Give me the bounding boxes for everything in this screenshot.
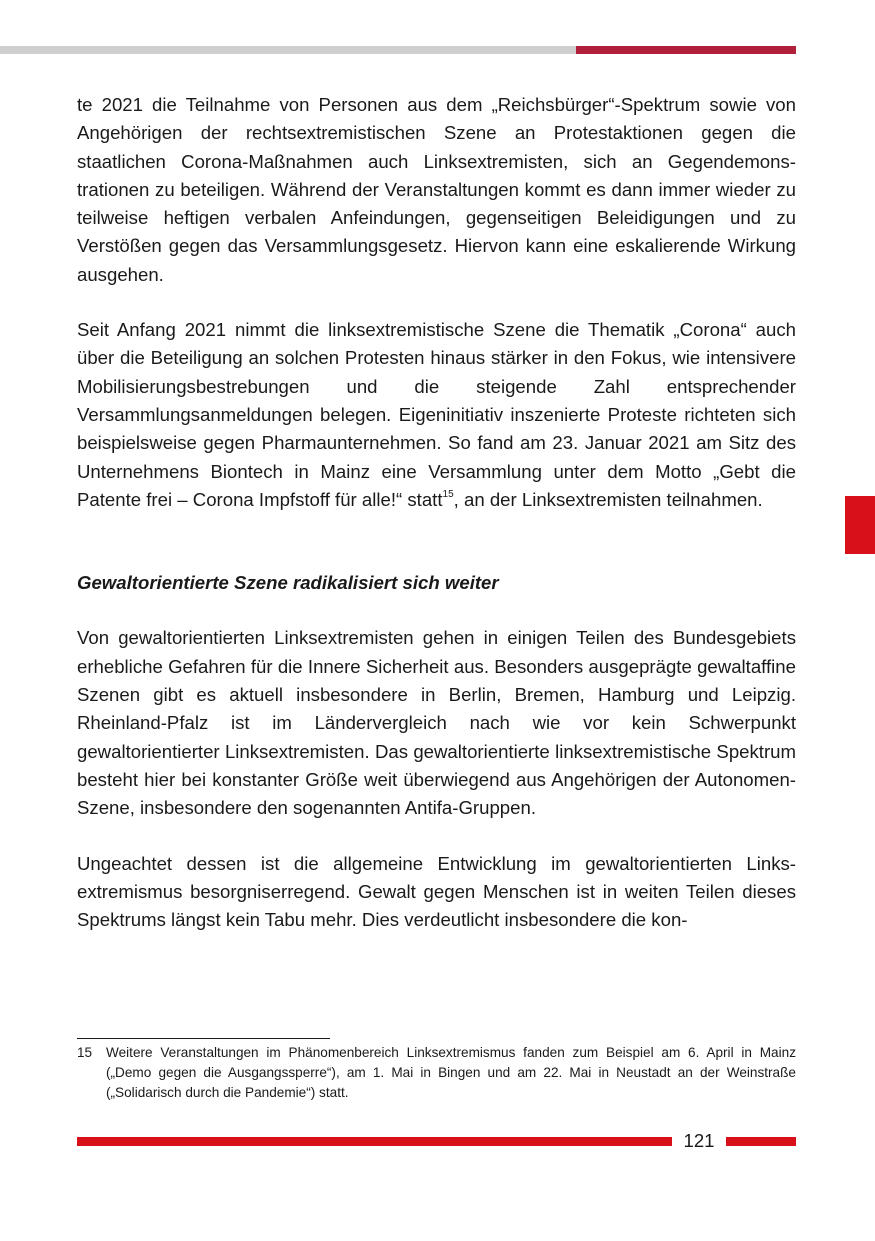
body-paragraph-4: Ungeachtet dessen ist die allgemeine Entwicklung im gewaltorientierten Linksextremismus besorgniserregend. Gewalt gegen Menschen ist in weiten Teilen dieses Spektrums längst kein Tabu mehr. Dies verdeutlicht insbesondere die kon- bbox=[77, 852, 796, 931]
section-heading: Gewaltorientierte Szene radikalisiert sich weiter bbox=[77, 572, 499, 594]
body-paragraph-2-text-b: , an der Linksextremisten teilnahmen. bbox=[453, 488, 763, 510]
footnote-separator bbox=[77, 1038, 330, 1039]
body-paragraph-2 bbox=[77, 316, 796, 514]
header-rule-gray bbox=[0, 46, 576, 54]
page-number: 121 bbox=[683, 1130, 715, 1151]
footnote bbox=[77, 1043, 796, 1103]
header-rule-red bbox=[576, 46, 796, 54]
body-paragraph-1: te 2021 die Teilnahme von Personen aus dem „Reichsbürger“-Spektrum sowie von Angehörigen der rechtsextremistischen Szene an Protestaktionen gegen die staatlichen Corona-Maßnahmen auch Linksextremisten, sich an Gegendemonstrationen zu beteiligen. Während der Veranstaltungen kommt es dann immer wieder zu teilweise heftigen verbalen Anfeindungen, gegenseitigen Beleidigungen und zu Verstößen gegen das Versammlungsgesetz. Hiervon kann eine eskalierende Wirkung ausgehen. bbox=[77, 94, 796, 285]
footer-rule-left bbox=[77, 1137, 672, 1146]
footer-rule-right bbox=[726, 1137, 796, 1146]
chapter-side-tab bbox=[845, 496, 875, 554]
footnote-reference[interactable]: 15 bbox=[442, 488, 454, 500]
page-body bbox=[77, 91, 796, 934]
footnote-text: Weitere Veranstaltungen im Phänomenbereich Linksextremismus fanden zum Beispiel am 6. April in Mainz („Demo gegen die Ausgangssperre“), am 1. Mai in Bingen und am 22. Mai in Neustadt an der Weinstraße („Solidarisch durch die Pandemie“) statt. bbox=[106, 1045, 796, 1100]
body-paragraph-2-text-a: Seit Anfang 2021 nimmt die linksextremistische Szene die Thematik „Corona“ auch über die Beteiligung an solchen Protesten hinaus stärker in den Fokus, wie intensivere Mobilisierungsbestrebungen und die steigende Zahl entsprechender Versammlungsanmeldungen belegen. Eigeninitiativ inszenierte Proteste richteten sich beispielsweise gegen Pharmaunternehmen. So fand am 23. Januar 2021 am Sitz des Unternehmens Biontech in Mainz eine Versammlung unter dem Motto „Gebt die Patente frei – Corona Impfstoff für alle!“ statt bbox=[77, 319, 796, 510]
body-paragraph-3: Von gewaltorientierten Linksextremisten gehen in einigen Teilen des Bundesgebiets erhebliche Gefahren für die Innere Sicherheit aus. Besonders ausgeprägte gewaltaffine Szenen gibt es aktuell insbesondere in Berlin, Bremen, Hamburg und Leipzig. Rheinland-Pfalz ist im Ländervergleich nach wie vor kein Schwerpunkt gewaltorientierter Linksextremisten. Das gewaltorientierte linksextremistische Spektrum besteht hier bei konstanter Größe weit überwiegend aus Angehörigen der Autonomen-Szene, insbesondere den sogenannten Antifa-Gruppen. bbox=[77, 627, 796, 819]
footnote-number: 15 bbox=[77, 1045, 93, 1060]
